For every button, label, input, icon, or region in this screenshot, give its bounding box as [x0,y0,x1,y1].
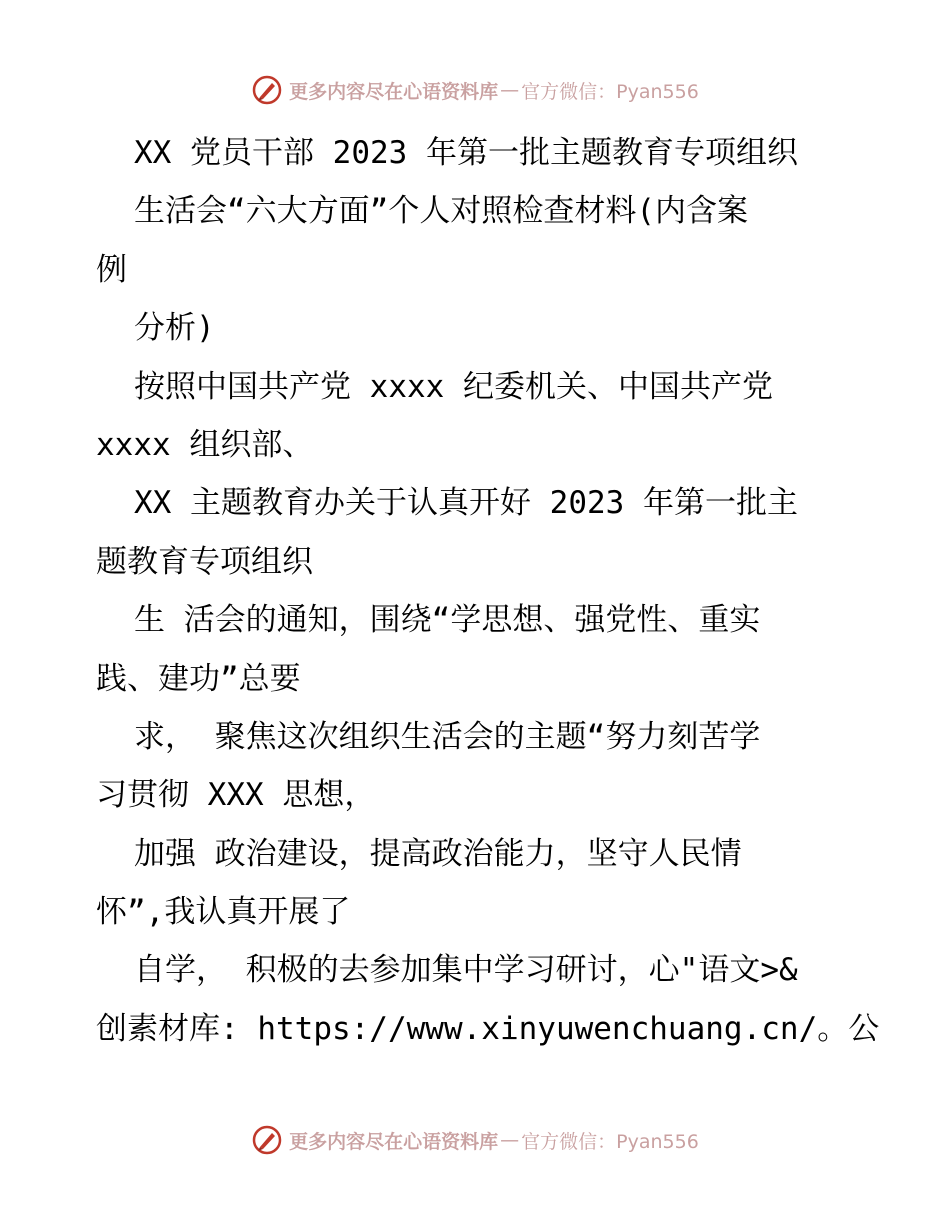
paragraph-line: XX 主题教育办关于认真开好 2023 年第一批主 [134,485,798,522]
paragraph-line: 加强 政治建设，提高政治能力，坚守人民情 [134,835,742,872]
paragraph-line: 题教育专项组织 [96,543,313,580]
footer-watermark-banner [0,1120,950,1160]
paragraph-line: 怀”,我认真开展了 [96,894,351,931]
header-banner-text: 更多内容尽在心语资料库 [289,80,499,103]
footer-banner-dash: — [500,1129,520,1151]
paragraph-line: 创素材库: https://www.xinyuwenchuang.cn/。公 [96,1010,880,1047]
paragraph-line: 按照中国共产党 xxxx 纪委机关、中国共产党 [134,368,773,405]
header-banner-dash: — [500,79,520,101]
title-line-4: 分析) [134,310,215,347]
paragraph-line: 生 活会的通知，围绕“学思想、强党性、重实 [134,602,761,639]
paragraph-line: 习贯彻 XXX 思想， [96,777,376,814]
title-line-2: 生活会“六大方面”个人对照检查材料(内含案 [134,193,748,230]
header-watermark-banner [0,70,950,110]
quill-pen-logo-icon [251,74,283,106]
paragraph-line: xxxx 组织部、 [96,426,314,463]
document-body [96,124,880,1058]
paragraph-line: 践、建功”总要 [96,660,301,697]
paragraph-line: 自学， 积极的去参加集中学习研讨，心"语文>& [134,952,798,989]
title-line-3: 例 [96,251,127,288]
paragraph-line: 求， 聚焦这次组织生活会的主题“努力刻苦学 [134,718,761,755]
quill-pen-logo-icon [251,1124,283,1156]
footer-banner-contact: 官方微信：Pyan556 [521,1130,699,1153]
header-banner-contact: 官方微信：Pyan556 [521,80,699,103]
title-line-1: XX 党员干部 2023 年第一批主题教育专项组织 [134,135,798,171]
footer-banner-text: 更多内容尽在心语资料库 [289,1130,499,1153]
